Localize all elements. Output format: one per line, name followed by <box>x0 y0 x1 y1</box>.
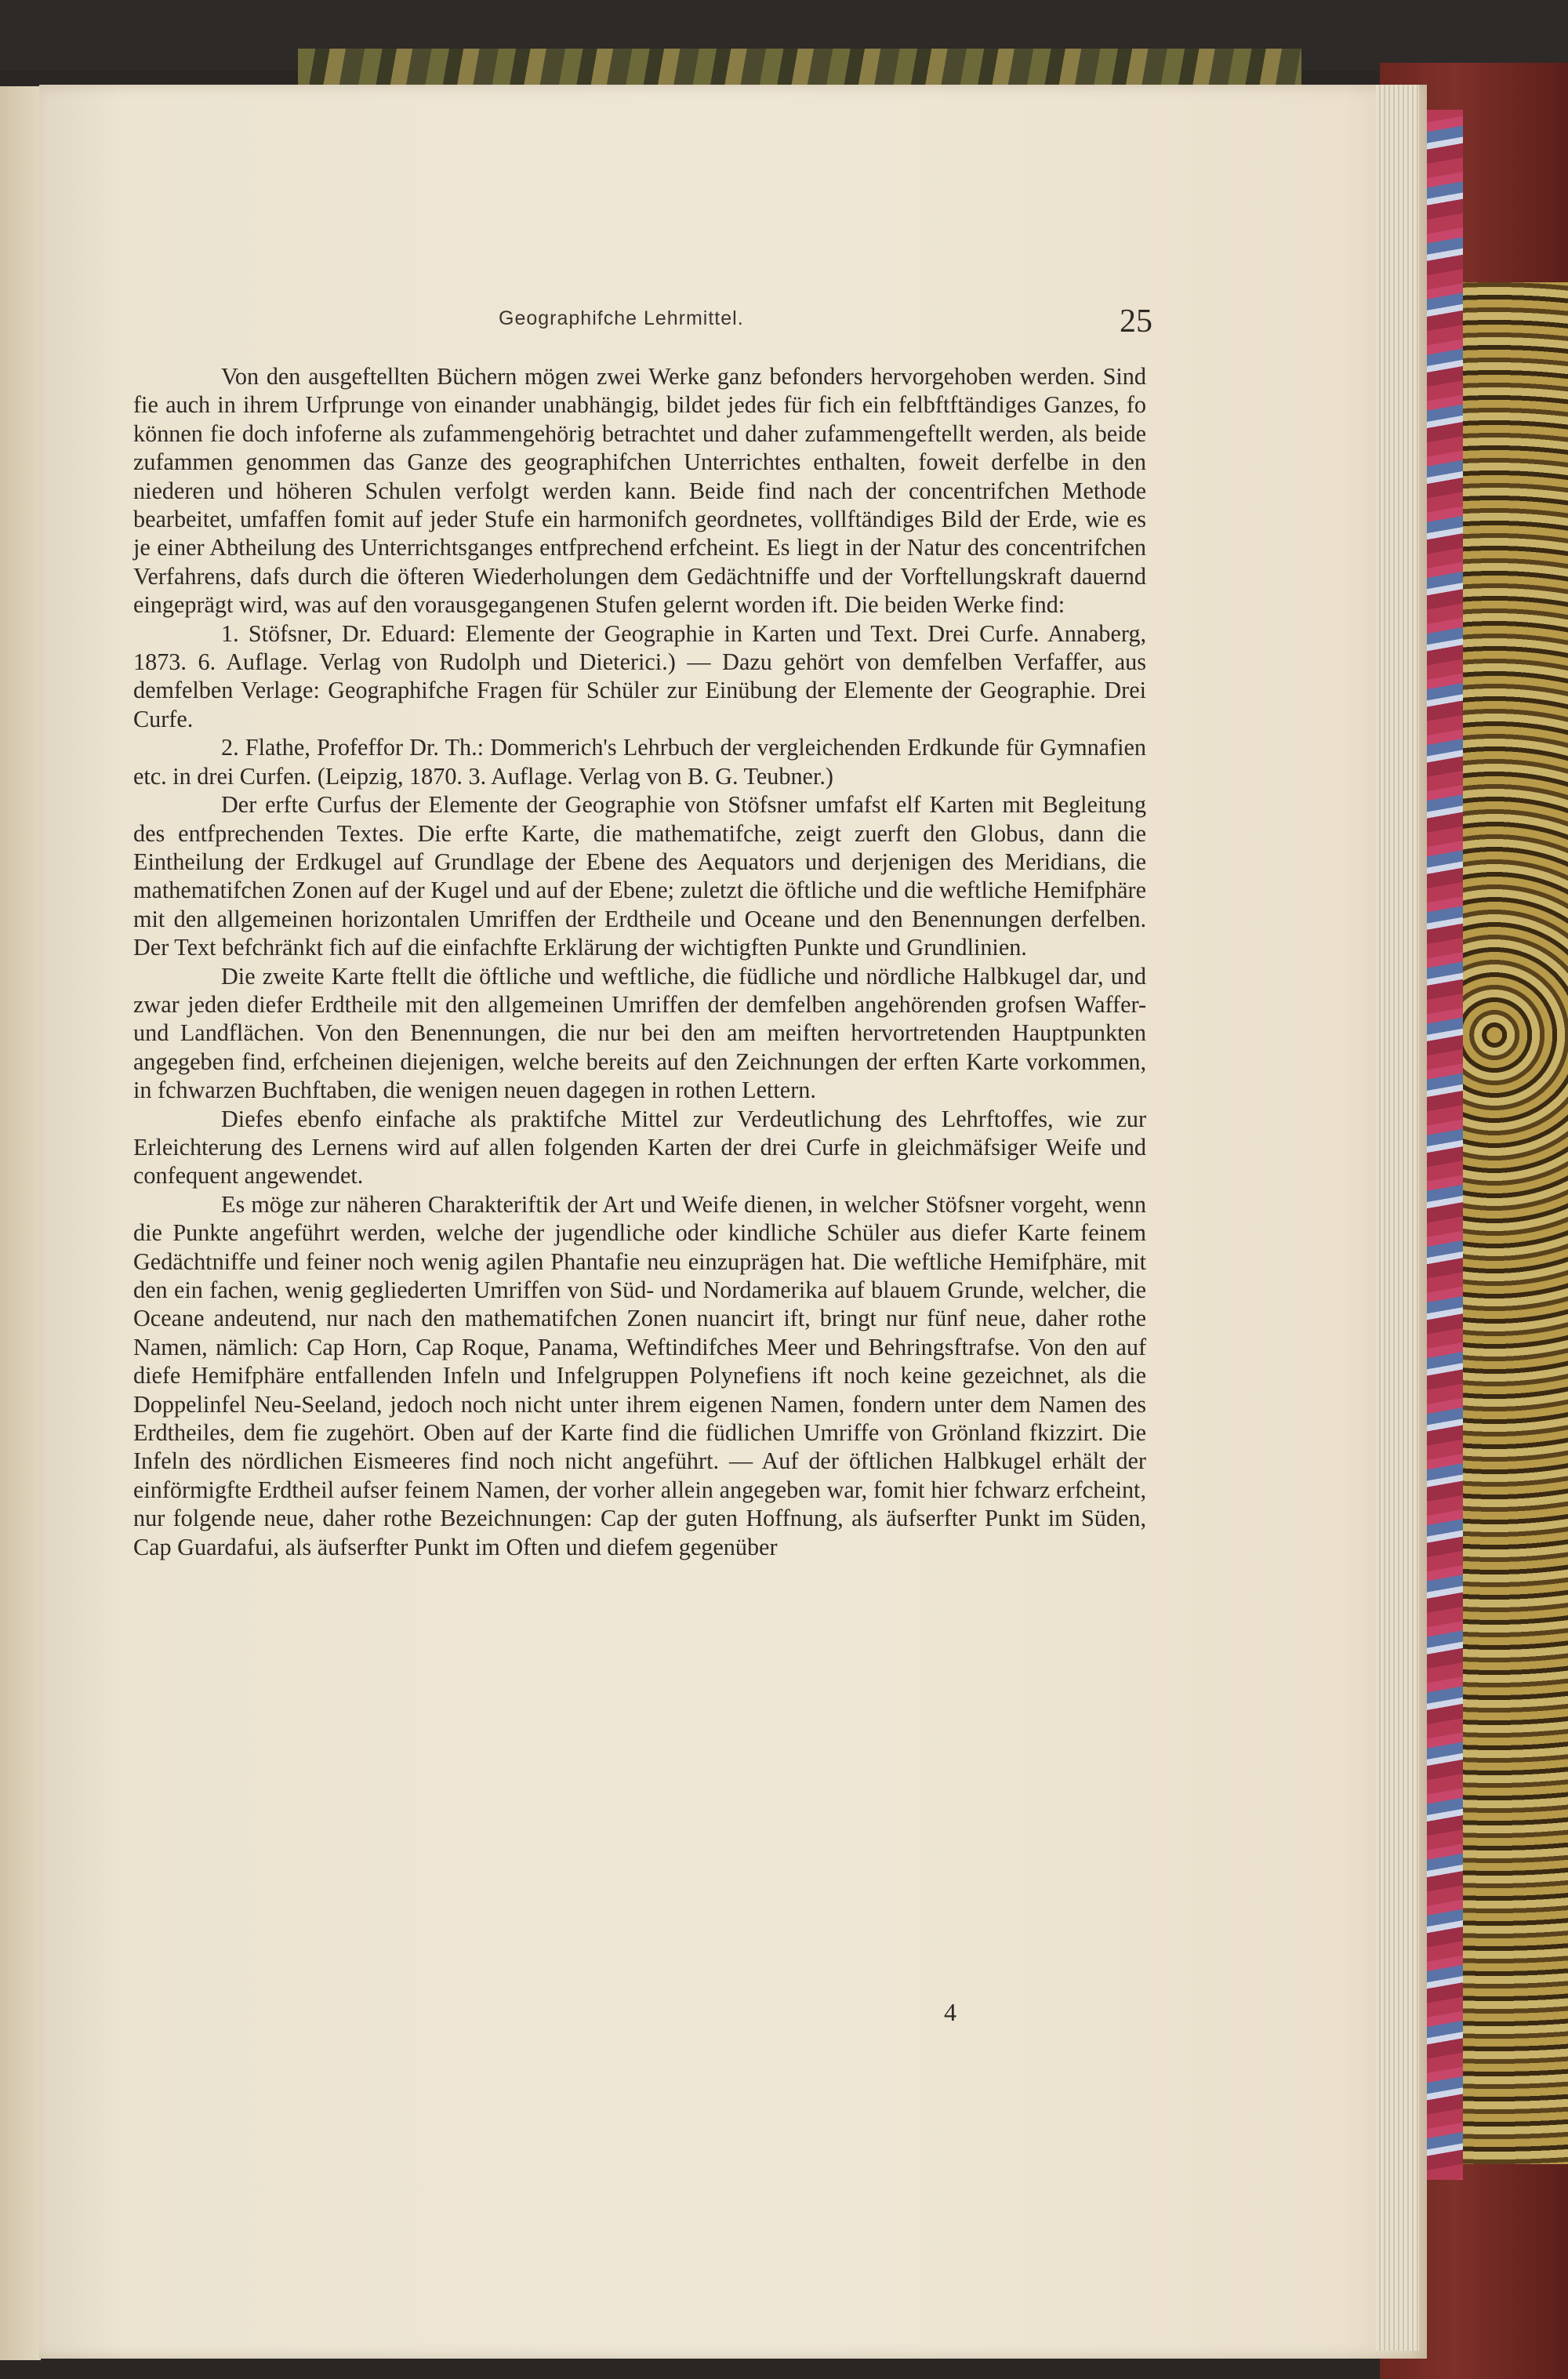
paragraph-characteristics: Es möge zur näheren Charakteriftik der Art und Weife dienen, in welcher Stöfsner vorgeht, wenn die Punkte angeführt werden, welche der jugendliche oder kindliche Schüler aus diefer Karte feinem Gedächtniffe und feiner noch wenig agilen Phantafie neu einzuprägen hat. Die weftliche Hemifphäre, mit den ein fachen, wenig gegliederten Umriffen von Süd- und Nordamerika auf blauem Grunde, welcher, die Oceane andeutend, nur nach den mathematifchen Zonen nuancirt ift, bringt nur fünf neue, daher rothe Namen, nämlich: Cap Horn, Cap Roque, Panama, Weftindifches Meer und Behringsftrafse. Von den auf diefe Hemifphäre entfallenden Infeln und Infelgruppen Polynefiens ift noch keine gezeichnet, als die Doppelinfel Neu-Seeland, jedoch noch nicht unter ihrem eigenen Namen, fondern unter dem Namen des Erdtheiles, dem fie zugehört. Oben auf der Karte find die füdlichen Umriffe von Grönland fkizzirt. Die Infeln des nördlichen Eismeeres find noch nicht angeführt. — Auf der öftlichen Halbkugel erhält der einförmigfte Erdtheil aufser feinem Namen, der vorher allein angegeben war, fomit hier fchwarz erfcheint, nur folgende neue, daher rothe Bezeichnungen: Cap der guten Hoffnung, als äufserfter Punkt im Süden, Cap Guardafui, als äufserfter Punkt im Often und diefem gegenüber <box>133 1190 1146 1560</box>
facing-page-edge <box>0 86 41 2360</box>
signature-mark: 4 <box>944 1998 956 2026</box>
paragraph-second-map: Die zweite Karte ftellt die öftliche und weftliche, die füdliche und nördliche Halbkugel dar, und zwar jeden diefer Erdtheile mit den allgemeinen Umriffen der demfelben angehörenden grofsen Waffer- und Landflächen. Von den Benennungen, die nur bei den am meiften hervortretenden Hauptpunkten angegeben find, erfcheinen diejenigen, welche bereits auf den Zeichnungen der erften Karte vorkommen, in fchwarzen Buchftaben, die wenigen neuen dagegen in rothen Lettern. <box>133 962 1146 1104</box>
list-item-stoessner: 1. Stöfsner, Dr. Eduard: Elemente der Geographie in Karten und Text. Drei Curfe. Annaberg, 1873. 6. Auflage. Verlag von Rudolph und Dieterici.) — Dazu gehört von demfelben Verfaffer, aus demfelben Verlage: Geographifche Fragen für Schüler zur Einübung der Elemente der Geographie. Drei Curfe. <box>133 619 1146 732</box>
paragraph-intro: Von den ausgeftellten Büchern mögen zwei Werke ganz befonders hervorgehoben werden. Sind fie auch in ihrem Urfprunge von einander unabhängig, bildet jedes für fich ein felbftftändiges Ganzes, fo können fie doch infoferne als zufammengehörig betrachtet und daher zufammengeftellt werden, als beide zufammen genommen das Ganze des geographifchen Unterrichtes enthalten, foweit derfelbe in den niederen und höheren Schulen verfolgt werden kann. Beide find nach der concentrifchen Methode bearbeitet, umfaffen fomit auf jeder Stufe ein harmonifch geordnetes, vollftändiges Bild der Erde, wie es je einer Abtheilung des Unterrichtsganges entfprechend erfcheint. Es liegt in der Natur des concentrifchen Verfahrens, dafs durch die öfteren Wiederholungen dem Gedächtniffe und der Vorftellungskraft dauernd eingeprägt wird, was auf den vorausgegangenen Stufen gelernt worden ift. Die beiden Werke find: <box>133 363 1146 619</box>
page-number: 25 <box>1120 303 1152 340</box>
paragraph-first-course: Der erfte Curfus der Elemente der Geographie von Stöfsner umfafst elf Karten mit Begleitung des entfprechenden Textes. Die erfte Karte, die mathematifche, zeigt zuerft den Globus, dann die Eintheilung der Erdkugel auf Grundlage der Ebene des Aequators und derjenigen des Meridians, die mathematifchen Zonen auf der Kugel und auf der Ebene; zuletzt die öftliche und die weftliche Hemifphäre mit den allgemeinen horizontalen Umriffen der Erdtheile und Oceane und den Benennungen derfelben. Der Text befchränkt fich auf die einfachfte Erklärung der wichtigften Punkte und Grundlinien. <box>133 791 1146 961</box>
page-stack-edge <box>1376 85 1419 2351</box>
paragraph-method: Diefes ebenfo einfache als praktifche Mittel zur Verdeutlichung des Lehrftoffes, wie zur Erleichterung des Lernens wird auf allen folgenden Karten der drei Curfe in gleichmäfsiger Weife und confequent angewendet. <box>133 1105 1146 1190</box>
list-item-flathe: 2. Flathe, Profeffor Dr. Th.: Dommerich's Lehrbuch der vergleichenden Erdkunde für Gymnafien etc. in drei Curfen. (Leipzig, 1870. 3. Auflage. Verlag von B. G. Teubner.) <box>133 734 1146 790</box>
marbled-cover-paper <box>1463 282 1568 2164</box>
body-text <box>133 362 1146 1561</box>
page-header <box>133 303 1152 354</box>
running-title: Geographifche Lehrmittel. <box>499 307 744 329</box>
